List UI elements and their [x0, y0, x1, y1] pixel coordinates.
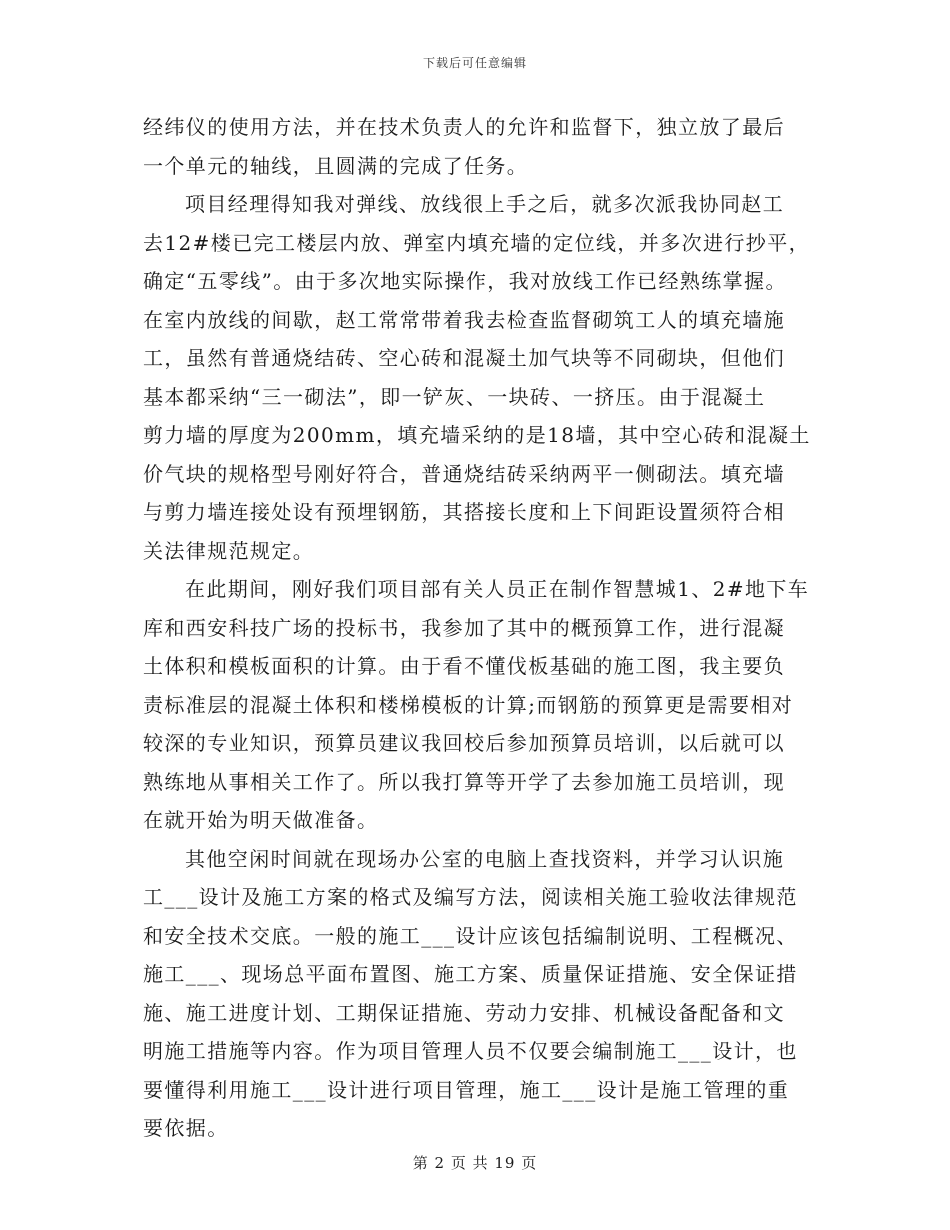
text-line: 明施工措施等内容。作为项目管理人员不仅要会编制施工___设计，也: [143, 1039, 798, 1063]
text-line: 关法律规范规定。: [143, 538, 315, 563]
text-line: 在室内放线的间歇，赵工常常带着我去检查监督砌筑工人的填充墙施: [143, 307, 785, 332]
text-line: 库和西安科技广场的投标书，我参加了其中的概预算工作，进行混凝: [143, 615, 785, 640]
text-line: 土体积和模板面积的计算。由于看不懂伐板基础的施工图，我主要负: [143, 654, 785, 678]
text-line: 确定“五零线”。由于多次地实际操作，我对放线工作已经熟练掌握。: [143, 269, 787, 293]
text-line: 施、施工进度计划、工期保证措施、劳动力安排、机械设备配备和文: [143, 1000, 785, 1025]
text-line: 一个单元的轴线，且圆满的完成了任务。: [143, 153, 529, 178]
text-line: 责标准层的混凝土体积和楼梯模板的计算;而钢筋的预算更是需要相对: [143, 692, 794, 717]
text-line: 要懂得利用施工___设计进行项目管理，施工___设计是施工管理的重: [143, 1077, 790, 1102]
text-line: 较深的专业知识，预算员建议我回校后参加预算员培训，以后就可以: [143, 731, 785, 755]
body-text: [143, 108, 811, 1148]
text-line: 项目经理得知我对弹线、放线很上手之后，就多次派我协同赵工: [185, 192, 785, 216]
text-line: 其他空闲时间就在现场办公室的电脑上查找资料，并学习认识施: [185, 846, 785, 871]
text-line: 经纬仪的使用方法，并在技术负责人的允许和监督下，独立放了最后: [143, 115, 785, 139]
page-header: 下载后可任意编辑: [422, 56, 527, 70]
text-line: 在此期间，刚好我们项目部有关人员正在制作智慧城1、2#地下车: [185, 577, 810, 601]
text-line: 工，虽然有普通烧结砖、空心砖和混凝土加气块等不同砌块，但他们: [143, 346, 785, 370]
text-line: 熟练地从事相关工作了。所以我打算等开学了去参加施工员培训，现: [143, 769, 785, 794]
text-line: 施工___、现场总平面布置图、施工方案、质量保证措施、安全保证措: [143, 962, 798, 986]
text-line: 工___设计及施工方案的格式及编写方法，阅读相关施工验收法律规范: [143, 885, 798, 909]
text-line: 基本都采纳“三一砌法”，即一铲灰、一块砖、一挤压。由于混凝土: [143, 384, 766, 409]
text-line: 价气块的规格型号刚好符合，普通烧结砖采纳两平一侧砌法。填充墙: [143, 461, 785, 486]
text-line: 要依据。: [143, 1116, 229, 1140]
text-line: 剪力墙的厚度为200mm，填充墙采纳的是18墙，其中空心砖和混凝土: [143, 423, 811, 447]
text-line: 和安全技术交底。一般的施工___设计应该包括编制说明、工程概况、: [143, 923, 798, 948]
text-line: 去12#楼已完工楼层内放、弹室内填充墙的定位线，并多次进行抄平，: [143, 230, 811, 255]
page-footer: 第 2 页 共 19 页: [412, 1154, 538, 1172]
text-line: 在就开始为明天做准备。: [143, 808, 379, 832]
text-line: 与剪力墙连接处设有预埋钢筋，其搭接长度和上下间距设置须符合相: [143, 500, 785, 524]
